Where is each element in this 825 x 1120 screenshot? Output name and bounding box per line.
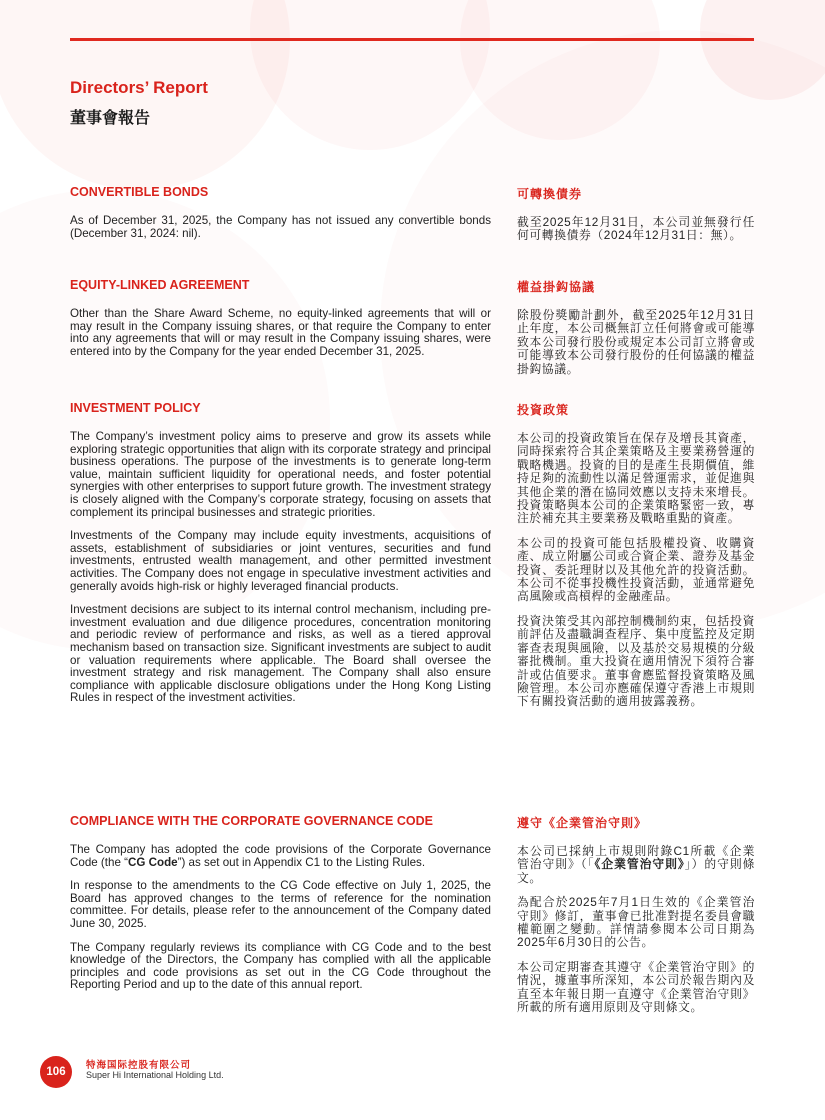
paragraph: 本公司定期審查其遵守《企業管治守則》的情況，據董事所深知，本公司於報告期內及直至本年報日期一直遵守《企業管治守則》所載的所有適用原則及守則條文。 — [517, 959, 755, 1015]
paragraph: The Company has adopted the code provisions of the Corporate Governance Code (the “CG Code”) as set out in Appendix C1 to the Listing Rules. — [70, 843, 491, 869]
company-name-en: Super Hi International Holding Ltd. — [86, 1070, 224, 1080]
section-heading: 可轉換債券 — [517, 187, 583, 201]
section-equity-linked-zh — [517, 278, 755, 376]
section-heading: EQUITY-LINKED AGREEMENT — [70, 278, 250, 292]
section-heading: CONVERTIBLE BONDS — [70, 185, 209, 199]
section-convertible-bonds-zh — [517, 185, 755, 243]
paragraph: Other than the Share Award Scheme, no equity-linked agreements that will or may result in the Company issuing shares, or that require the Company to enter into any agreements that will or may result in the Company issuing shares, were entered into by the Company for the year ended December 31, 2025. — [70, 307, 491, 358]
section-cg-code-en — [70, 814, 491, 992]
paragraph: As of December 31, 2025, the Company has not issued any convertible bonds (December 31, 2024: nil). — [70, 214, 491, 240]
section-cg-code-zh — [517, 814, 755, 1014]
paragraph: Investments of the Company may include equity investments, acquisitions of assets, establishment of subsidiaries or joint ventures, securities and fund investments, entrusted wealth management, and other permitted investment activities. The Company does not engage in speculative investment activities and generally avoids high-risk or highly leveraged financial products. — [70, 529, 491, 593]
section-heading: 權益掛鈎協議 — [517, 280, 596, 294]
page-title-zh: 董事會報告 — [70, 110, 151, 127]
paragraph: Investment decisions are subject to its internal control mechanism, including pre-investment evaluation and due diligence procedures, concentration monitoring and periodic review of performance and risks, as well as a tiered approval mechanism based on transaction size. Significant investments are subject to audit or valuation requirements where applicable. The Board shall oversee the investment strategy and risk management. The Company shall also ensure compliance with applicable disclosure obligations under the Hong Kong Listing Rules in respect of the investment activities. — [70, 603, 491, 705]
paragraph: 本公司的投資可能包括股權投資、收購資產、成立附屬公司或合資企業、證券及基金投資、委託理財以及其他允許的投資活動。本公司不從事投機性投資活動，並通常避免高風險或高槓桿的金融產品。 — [517, 535, 755, 604]
paragraph: In response to the amendments to the CG Code effective on July 1, 2025, the Board has approved changes to the terms of reference for the nomination committee. For details, please refer to the announcement of the Company dated June 30, 2025. — [70, 879, 491, 930]
section-equity-linked-en — [70, 278, 491, 358]
paragraph: The Company regularly reviews its compliance with CG Code and to the best knowledge of the Directors, the Company has complied with all the applicable principles and code provisions as set out in the CG Code throughout the Reporting Period and up to the date of this annual report. — [70, 940, 491, 992]
paragraph: 為配合於2025年7月1日生效的《企業管治守則》修訂，董事會已批准對提名委員會職權範圍之變動。詳情請參閱本公司日期為2025年6月30日的公告。 — [517, 895, 755, 950]
top-rule — [70, 38, 754, 41]
section-heading: 投資政策 — [517, 403, 570, 417]
page-title: Directors’ Report — [70, 78, 208, 97]
paragraph: 除股份獎勵計劃外，截至2025年12月31日止年度，本公司概無訂立任何將會或可能導致本公司發行股份或規定本公司訂立將會或可能導致本公司發行股份的任何協議的權益掛鈎協議。 — [517, 308, 755, 376]
paragraph: The Company’s investment policy aims to preserve and grow its assets while exploring strategic opportunities that align with its corporate strategy and principal business operations. The purpose of the investments is to generate long-term value, maintain sufficient liquidity for operational needs, and foster potential synergies with other enterprises to support future growth. The investment strategy is closely aligned with the Company’s corporate strategy, focusing on assets that complement its principal businesses and strategic priorities. — [70, 430, 491, 519]
paragraph: 截至2025年12月31日，本公司並無發行任何可轉換債券（2024年12月31日：無）。 — [517, 215, 755, 243]
section-convertible-bonds-en — [70, 185, 491, 240]
paragraph: 本公司已採納上市規則附錄C1所載《企業管治守則》（「《企業管治守則》」）的守則條文。 — [517, 844, 755, 885]
company-name-zh: 特海国际控股有限公司 — [86, 1060, 192, 1071]
page-number-badge: 106 — [40, 1056, 72, 1088]
section-heading: 遵守《企業管治守則》 — [517, 816, 648, 830]
section-heading: COMPLIANCE WITH THE CORPORATE GOVERNANCE CODE — [70, 814, 433, 828]
section-heading: INVESTMENT POLICY — [70, 401, 201, 415]
paragraph: 投資決策受其內部控制機制約束，包括投資前評估及盡職調查程序、集中度監控及定期審查表現與風險，以及基於交易規模的分級審批機制。重大投資在適用情況下須符合審計或估值要求。董事會應監督投資策略及風險管理。本公司亦應確保遵守香港上市規則下有關投資活動的適用披露義務。 — [517, 613, 755, 709]
paragraph: 本公司的投資政策旨在保存及增長其資產，同時探索符合其企業策略及主要業務營運的戰略機遇。投資的目的是產生長期價值，維持足夠的流動性以滿足營運需求，並促進與其他企業的潛在協同效應以支持未來增長。投資策略與本公司的企業策略緊密一致，專注於補充其主要業務及戰略重點的資產。 — [517, 431, 755, 526]
section-investment-policy-en — [70, 401, 491, 705]
section-investment-policy-zh — [517, 401, 755, 709]
